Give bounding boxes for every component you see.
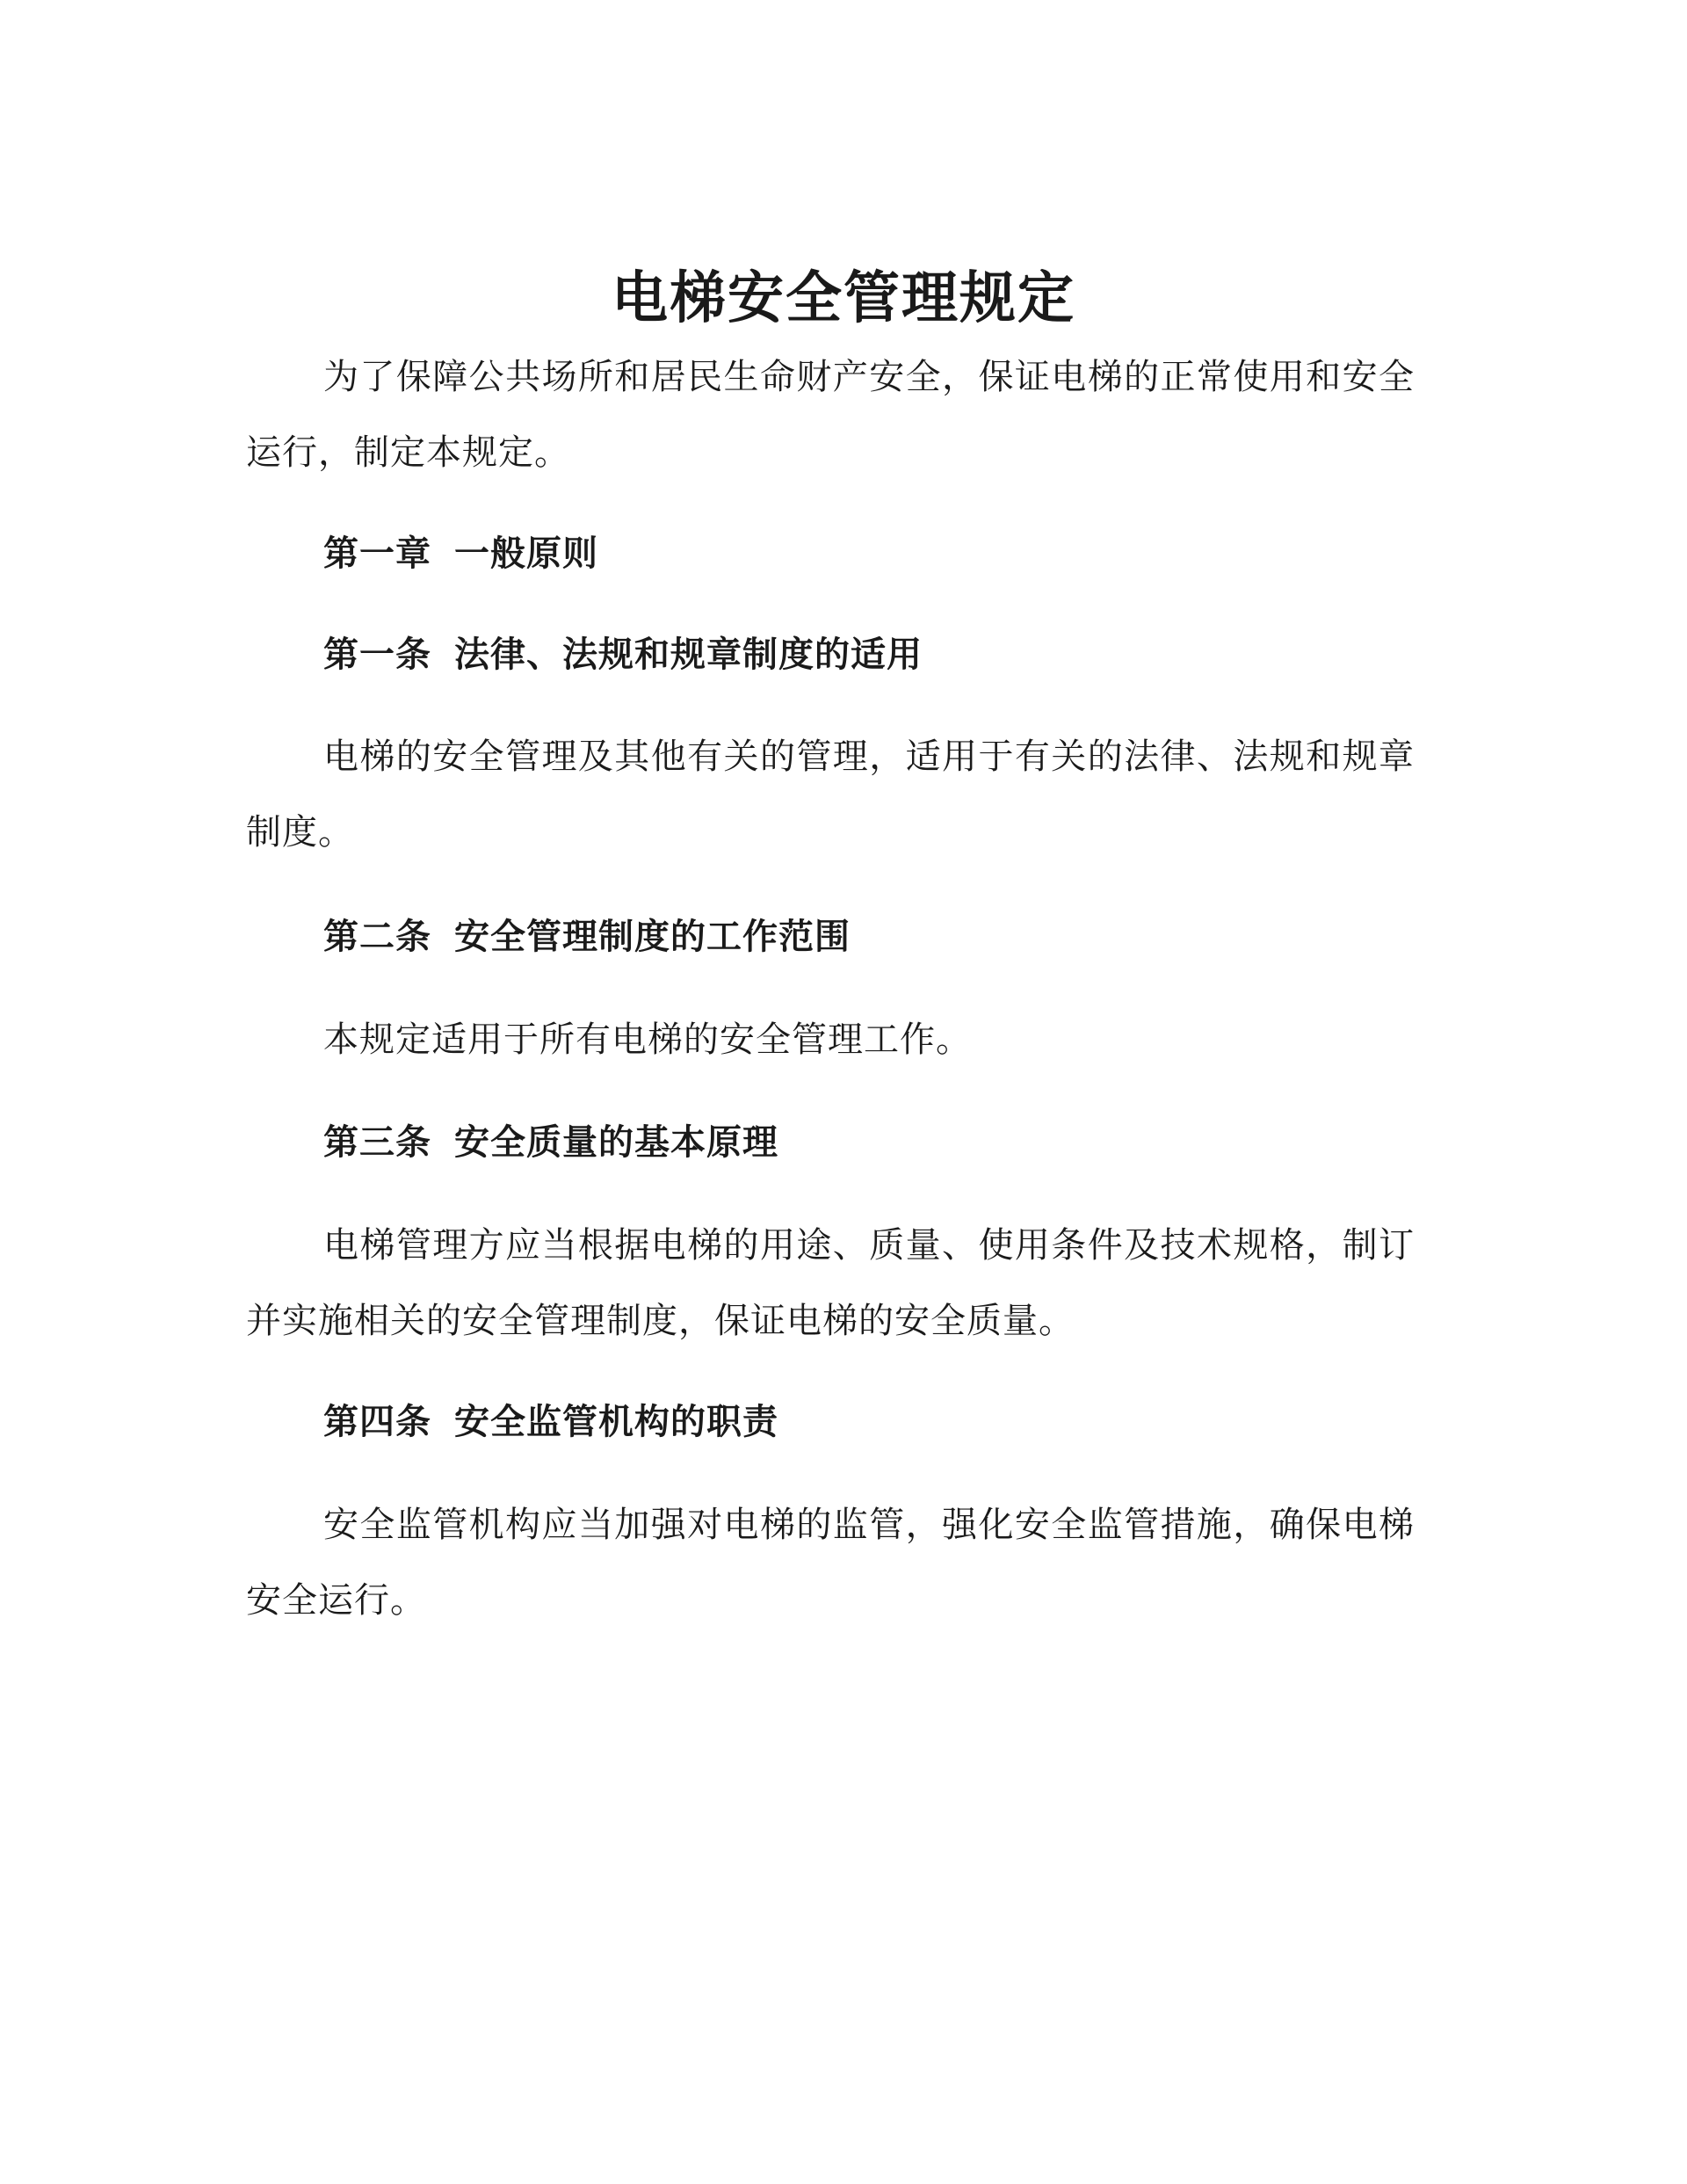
article-title: 法律、法规和规章制度的适用 xyxy=(454,634,923,675)
article-heading xyxy=(323,911,851,963)
article-body: 电梯的安全管理及其他有关的管理，适用于有关的法律、法规和规章制度。 xyxy=(246,736,1415,853)
article-heading xyxy=(323,1116,778,1169)
article-body: 本规定适用于所有电梯的安全管理工作。 xyxy=(323,1019,972,1060)
article-title: 安全质量的基本原理 xyxy=(454,1121,778,1163)
intro-paragraph: 为了保障公共场所和居民生命财产安全，保证电梯的正常使用和安全运行，制定本规定。 xyxy=(246,357,1415,473)
article-body: 电梯管理方应当根据电梯的用途、质量、使用条件及技术规格，制订并实施相关的安全管理制度，保证电梯的安全质量。 xyxy=(246,1225,1415,1341)
article-number: 第三条 xyxy=(323,1121,431,1163)
article-number: 第一条 xyxy=(323,634,431,675)
article-number: 第二条 xyxy=(323,916,431,957)
article-heading xyxy=(323,628,923,681)
article-title: 安全监管机构的职责 xyxy=(454,1401,778,1442)
article-heading xyxy=(323,1396,778,1448)
chapter-number: 第一章 xyxy=(323,533,431,574)
chapter-heading xyxy=(323,527,598,580)
article-number: 第四条 xyxy=(323,1401,431,1442)
document-title: 电梯安全管理规定 xyxy=(612,265,1075,331)
article-body: 安全监管机构应当加强对电梯的监管，强化安全监管措施，确保电梯安全运行。 xyxy=(246,1505,1415,1621)
article-title: 安全管理制度的工作范围 xyxy=(454,916,851,957)
chapter-title: 一般原则 xyxy=(454,533,598,574)
